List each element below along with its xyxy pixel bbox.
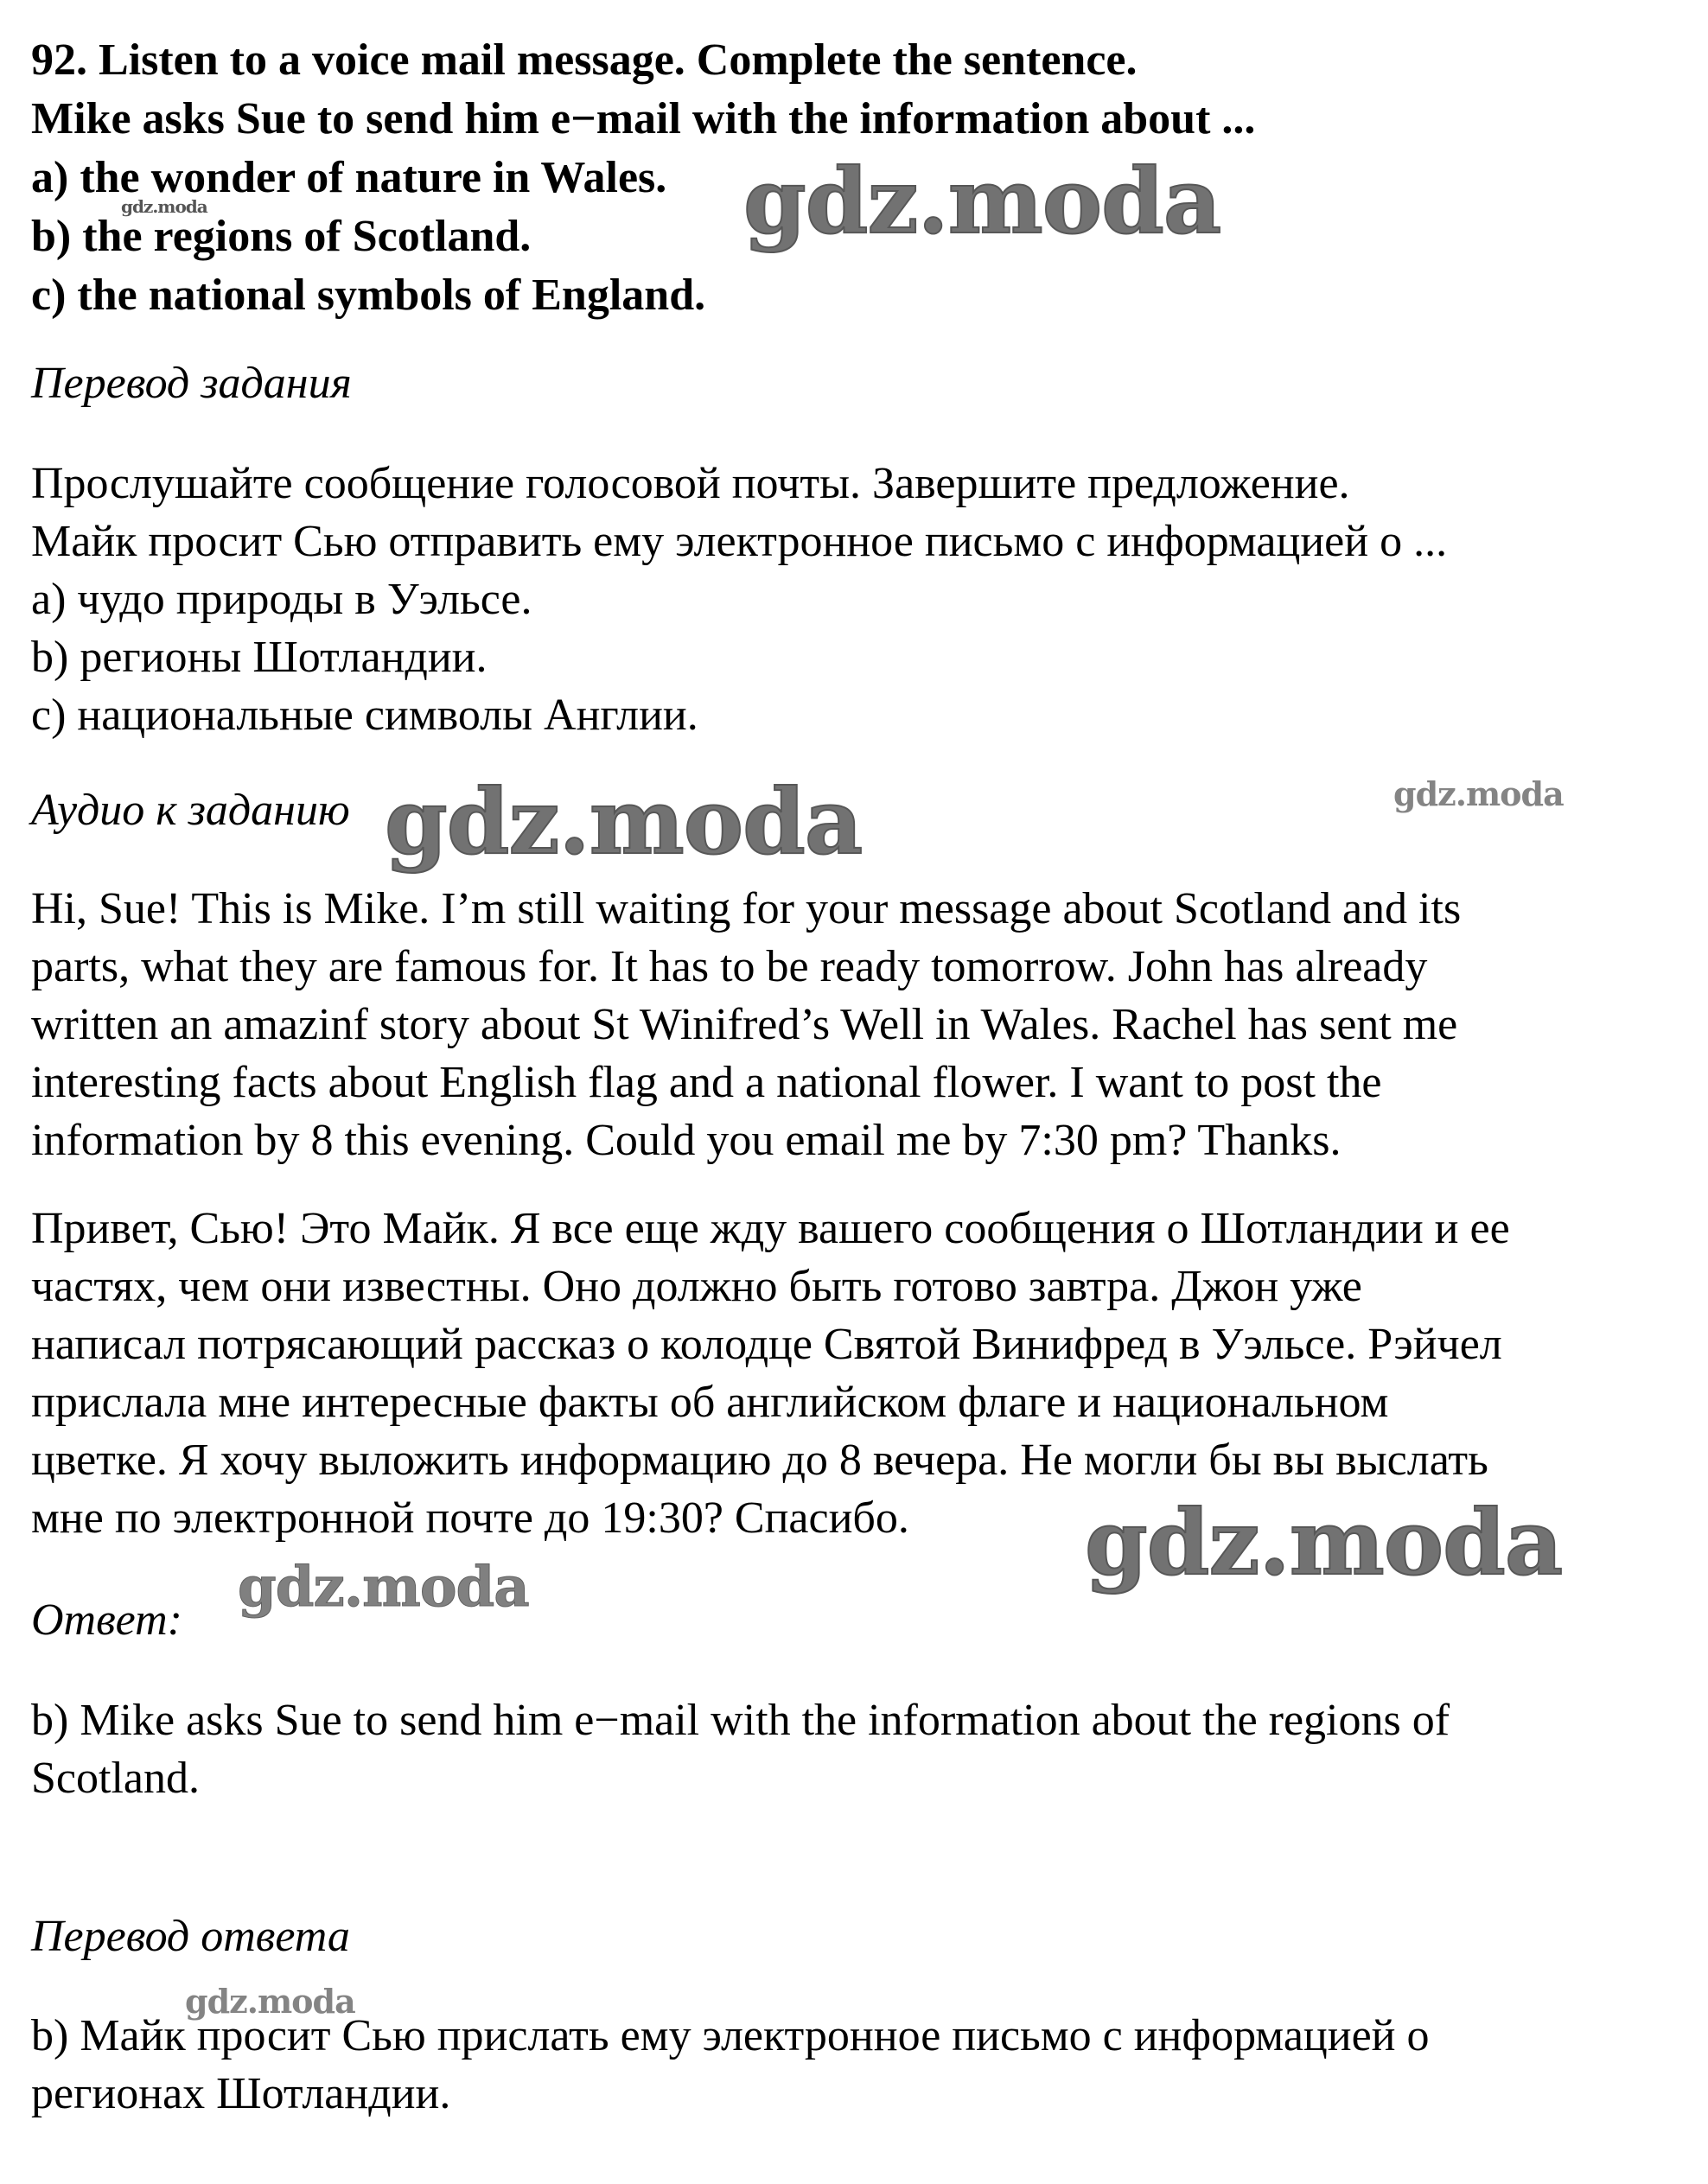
answer-translation-text	[31, 2007, 1695, 2123]
watermark-logo: gdz.moda	[743, 148, 1221, 254]
translation-option-c: c) национальные символы Англии.	[31, 691, 698, 740]
answer-text	[31, 1691, 1695, 1807]
transcript-line: written an amazinf story about St Winifred’s Well in Wales. Rachel has sent me	[31, 1000, 1458, 1049]
answer-translation-line: b) Майк просит Сью прислать ему электронное письмо с информацией о	[31, 2011, 1430, 2060]
audio-heading: Аудио к заданию	[31, 786, 350, 835]
transcript-line: Hi, Sue! This is Mike. I’m still waiting for your message about Scotland and its	[31, 884, 1462, 933]
transcript-line: information by 8 this evening. Could you email me by 7:30 pm? Thanks.	[31, 1116, 1342, 1165]
transcript-line: parts, what they are famous for. It has to be ready tomorrow. John has already	[31, 942, 1428, 991]
transcript-line: interesting facts about English flag and a national flower. I want to post the	[31, 1058, 1382, 1107]
answer-translation-line: регионах Шотландии.	[31, 2069, 451, 2118]
translation-line: Майк просит Сью отправить ему электронное письмо с информацией о ...	[31, 517, 1448, 566]
task-translation-heading: Перевод задания	[31, 359, 352, 408]
task-option-b: b) the regions of Scotland.	[31, 212, 532, 261]
task-option-c: c) the national symbols of England.	[31, 271, 706, 320]
task-option-a: a) the wonder of nature in Wales.	[31, 153, 667, 202]
task-line: Mike asks Sue to send him e−mail with the information about ...	[31, 94, 1256, 143]
transcript-line: прислала мне интересные факты об английском флаге и национальном	[31, 1378, 1389, 1427]
watermark-logo: gdz.moda	[121, 196, 207, 217]
watermark-logo: gdz.moda	[185, 1982, 355, 2021]
translation-option-b: b) регионы Шотландии.	[31, 633, 488, 682]
task-line: 92. Listen to a voice mail message. Complete the sentence.	[31, 35, 1138, 85]
answer-heading: Ответ:	[31, 1595, 182, 1645]
watermark-logo: gdz.moda	[385, 768, 863, 875]
answer-translation-heading: Перевод ответа	[31, 1912, 350, 1961]
transcript-line: цветке. Я хочу выложить информацию до 8 вечера. Не могли бы вы выслать	[31, 1436, 1488, 1485]
translation-option-a: а) чудо природы в Уэльсе.	[31, 575, 532, 624]
watermark-logo: gdz.moda	[1085, 1489, 1563, 1595]
transcript-line: частях, чем они известны. Оно должно быть готово завтра. Джон уже	[31, 1262, 1362, 1311]
transcript-line: написал потрясающий рассказ о колодце Святой Винифред в Уэльсе. Рэйчел	[31, 1320, 1502, 1369]
answer-line: Scotland.	[31, 1754, 200, 1803]
translation-line: Прослушайте сообщение голосовой почты. Завершите предложение.	[31, 459, 1350, 508]
answer-line: b) Mike asks Sue to send him e−mail with the information about the regions of	[31, 1696, 1450, 1745]
watermark-logo: gdz.moda	[1393, 774, 1564, 813]
transcript-line: мне по электронной почте до 19:30? Спасибо.	[31, 1493, 909, 1543]
audio-transcript-english	[31, 880, 1695, 1169]
task-translation-text	[31, 455, 1695, 744]
watermark-logo: gdz.moda	[238, 1555, 529, 1620]
transcript-line: Привет, Сью! Это Майк. Я все еще жду вашего сообщения о Шотландии и ее	[31, 1204, 1510, 1253]
